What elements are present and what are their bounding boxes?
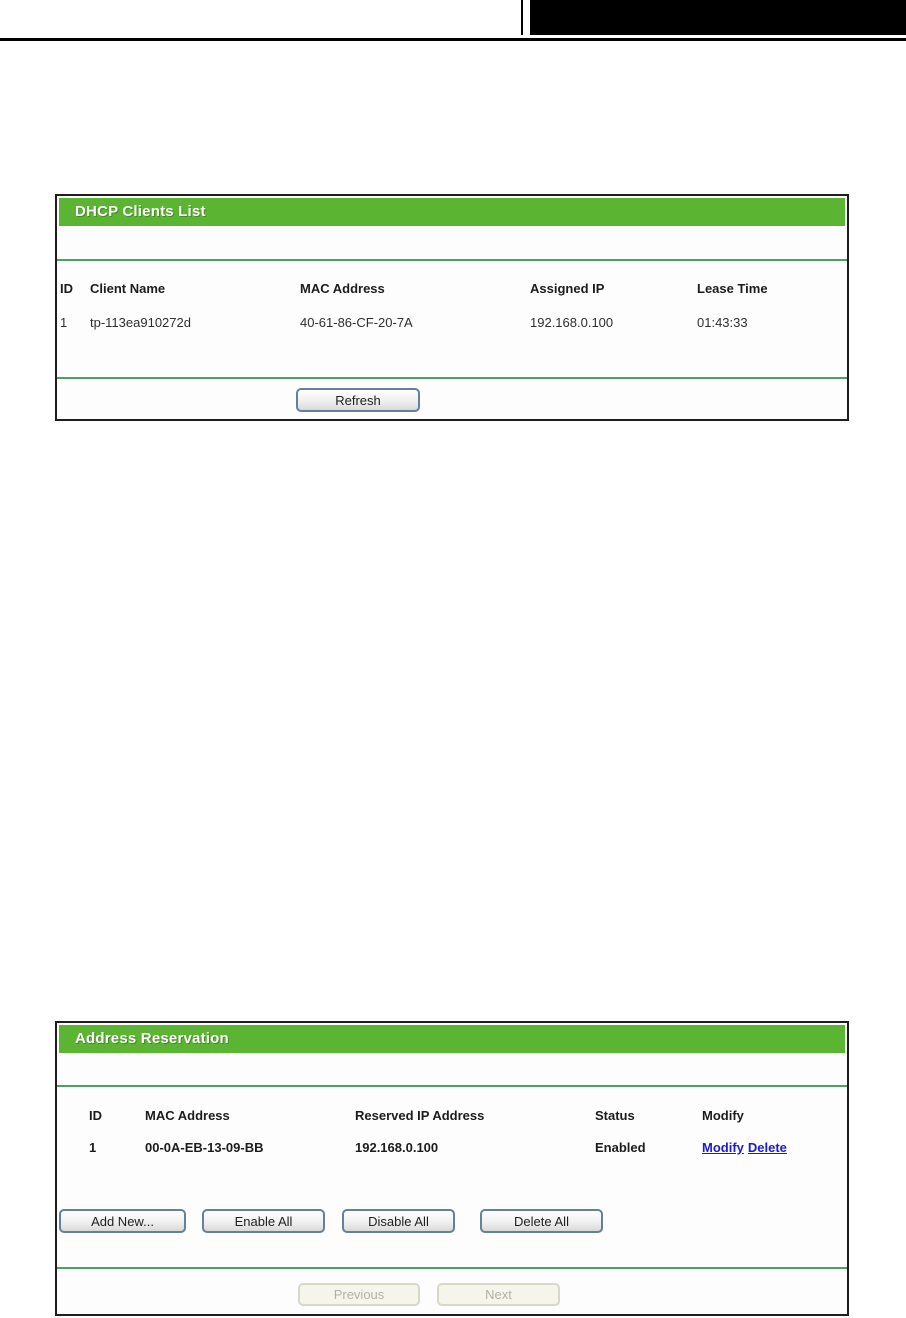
resv-row-reserved-ip: 192.168.0.100 [355, 1140, 439, 1155]
resv-row-status: Enabled [595, 1140, 646, 1155]
resv-col-header-modify: Modify [702, 1108, 744, 1123]
address-reservation-panel [55, 1021, 849, 1316]
dhcp-col-header-id: ID [60, 281, 73, 296]
resv-col-header-mac-address: MAC Address [145, 1108, 230, 1123]
resv-col-header-id: ID [89, 1108, 102, 1123]
resv-col-header-reserved-ip: Reserved IP Address [355, 1108, 485, 1123]
header-divider-line [521, 0, 523, 35]
separator-line [57, 1085, 847, 1087]
delete-all-button[interactable]: Delete All [480, 1209, 603, 1233]
disable-all-button[interactable]: Disable All [342, 1209, 455, 1233]
previous-button[interactable]: Previous [298, 1283, 420, 1306]
refresh-button[interactable]: Refresh [296, 388, 420, 412]
dhcp-row-lease-time: 01:43:33 [697, 315, 748, 330]
resv-row-modify-cell [702, 1140, 787, 1155]
dhcp-row-mac-address: 40-61-86-CF-20-7A [300, 315, 413, 330]
next-button[interactable]: Next [437, 1283, 560, 1306]
dhcp-panel-title-bar [59, 198, 845, 226]
separator-line [57, 1267, 847, 1269]
add-new-button[interactable]: Add New... [59, 1209, 186, 1233]
resv-col-header-status: Status [595, 1108, 635, 1123]
header-rule [0, 38, 906, 41]
header-masked-block [530, 0, 906, 35]
dhcp-row-client-name: tp-113ea910272d [90, 315, 191, 330]
dhcp-row-id: 1 [60, 315, 68, 330]
reservation-panel-title: Address Reservation [75, 1030, 229, 1047]
dhcp-col-header-lease-time: Lease Time [697, 281, 768, 296]
dhcp-col-header-client-name: Client Name [90, 281, 166, 296]
enable-all-button[interactable]: Enable All [202, 1209, 325, 1233]
dhcp-clients-list-panel [55, 194, 849, 421]
delete-link[interactable]: Delete [747, 1140, 787, 1155]
reservation-panel-title-bar [59, 1025, 845, 1053]
separator-line [57, 377, 847, 379]
modify-link[interactable]: Modify [702, 1140, 744, 1155]
dhcp-row-assigned-ip: 192.168.0.100 [530, 315, 614, 330]
dhcp-col-header-mac-address: MAC Address [300, 281, 385, 296]
dhcp-col-header-assigned-ip: Assigned IP [530, 281, 605, 296]
resv-row-mac-address: 00-0A-EB-13-09-BB [145, 1140, 264, 1155]
separator-line [57, 259, 847, 261]
dhcp-panel-title: DHCP Clients List [75, 203, 206, 220]
resv-row-id: 1 [89, 1140, 97, 1155]
